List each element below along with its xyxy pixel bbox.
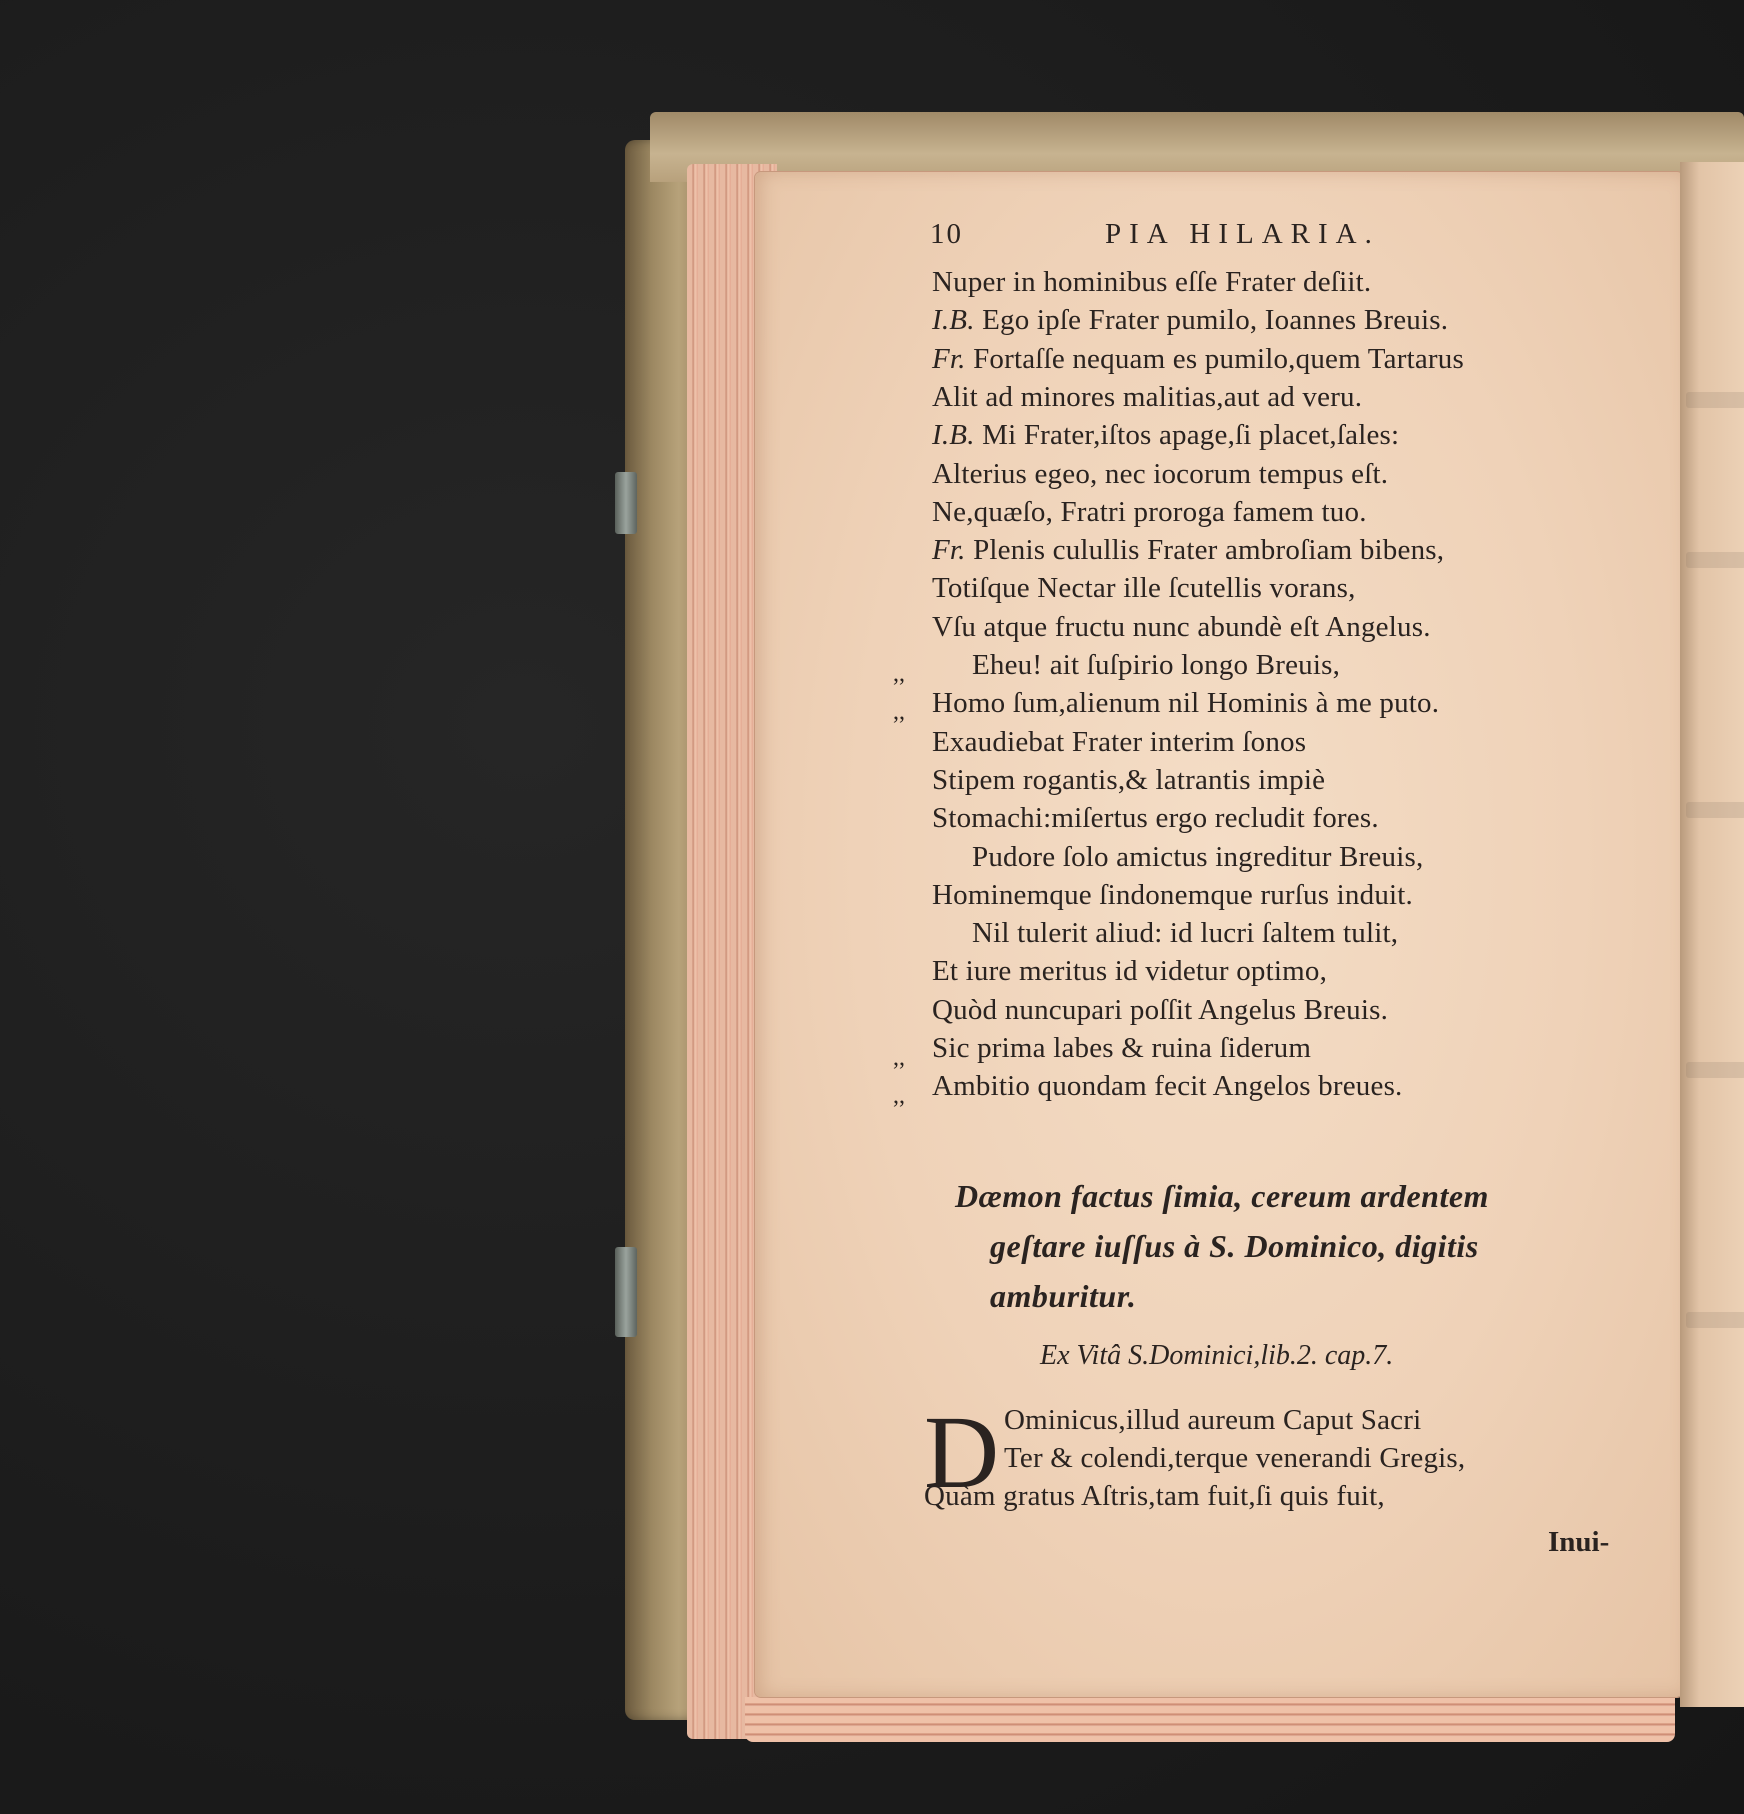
verse-text: Stipem rogantis,& latrantis impiè bbox=[932, 763, 1326, 796]
speaker-abbreviation: I.B. bbox=[932, 419, 975, 452]
verse-line bbox=[972, 839, 1423, 875]
verse-text: Alterius egeo, nec iocorum tempus eſt. bbox=[932, 457, 1389, 490]
verse-line bbox=[932, 1068, 1403, 1104]
verse-line bbox=[932, 724, 1306, 760]
verse-line bbox=[932, 877, 1413, 913]
verse-text: Et iure meritus id videtur optimo, bbox=[932, 955, 1328, 988]
section-heading-line: Dæmon factus ſimia, cereum ardentem bbox=[955, 1178, 1489, 1214]
verse-line bbox=[932, 456, 1388, 492]
poem-line: Ter & colendi,terque venerandi Gregis, bbox=[1004, 1442, 1466, 1474]
page-number: 10 bbox=[930, 218, 963, 250]
verse-text: Nuper in hominibus eſſe Frater deſiit. bbox=[932, 266, 1372, 298]
verse-text: Totiſque Nectar ille ſcutellis vorans, bbox=[932, 572, 1356, 605]
speaker-abbreviation: Fr. bbox=[932, 342, 966, 375]
verse-text: Nil tulerit aliud: id lucri ſaltem tulit, bbox=[972, 917, 1399, 950]
verse-line bbox=[932, 417, 1399, 453]
verse-line bbox=[932, 1030, 1311, 1066]
verse-text: Homo ſum,alienum nil Hominis à me puto. bbox=[932, 687, 1440, 720]
quotation-mark: ,, bbox=[893, 661, 905, 687]
poem-line: Quàm gratus Aſtris,tam fuit,ſi quis fuit, bbox=[924, 1480, 1385, 1512]
verse-line bbox=[932, 264, 1371, 300]
verse-text: Quòd nuncupari poſſit Angelus Breuis. bbox=[932, 993, 1389, 1026]
verse-text: Alit ad minores malitias,aut ad veru. bbox=[932, 380, 1363, 413]
verse-text: Ne,quæſo, Fratri proroga famem tuo. bbox=[932, 495, 1367, 528]
verse-line bbox=[932, 609, 1431, 645]
verse-text: Exaudiebat Frater interim ſonos bbox=[932, 725, 1307, 758]
section-heading-line: geſtare iuſſus à S. Dominico, digitis bbox=[990, 1228, 1479, 1264]
section-heading-line: amburitur. bbox=[990, 1278, 1137, 1314]
speaker-abbreviation: I.B. bbox=[932, 304, 975, 337]
verse-line bbox=[932, 953, 1327, 989]
verse-text: Vſu atque fructu nunc abundè eſt Angelus. bbox=[932, 610, 1431, 643]
verse-line bbox=[932, 570, 1356, 606]
verse-text: Stomachi:miſertus ergo recludit fores. bbox=[932, 802, 1379, 835]
verse-line bbox=[972, 647, 1340, 683]
source-citation: Ex Vitâ S.Dominici,lib.2. cap.7. bbox=[1040, 1340, 1394, 1371]
speaker-abbreviation: Fr. bbox=[932, 534, 966, 567]
verse-text: Plenis culullis Frater ambroſiam bibens, bbox=[973, 534, 1445, 567]
verse-line bbox=[932, 762, 1325, 798]
verse-line bbox=[932, 685, 1439, 721]
verse-text: Mi Frater,iſtos apage,ſi placet,ſales: bbox=[982, 419, 1400, 452]
poem-line: Ominicus,illud aureum Caput Sacri bbox=[1004, 1404, 1422, 1436]
verse-text: Ego ipſe Frater pumilo, Ioannes Breuis. bbox=[982, 304, 1449, 337]
verse-text: Ambitio quondam fecit Angelos breues. bbox=[932, 1070, 1403, 1103]
verse-text: Sic prima labes & ruina ſiderum bbox=[932, 1032, 1312, 1064]
drop-cap: D bbox=[924, 1395, 1000, 1510]
quotation-mark: ,, bbox=[893, 1045, 905, 1071]
verse-text: Hominemque ſindonemque rurſus induit. bbox=[932, 878, 1414, 911]
verse-line bbox=[932, 494, 1367, 530]
verse-line bbox=[932, 379, 1362, 415]
running-head: PIA HILARIA. bbox=[1105, 218, 1380, 250]
quotation-mark: ,, bbox=[893, 699, 905, 725]
verse-line bbox=[932, 800, 1379, 836]
verse-line bbox=[932, 992, 1388, 1028]
verse-line bbox=[932, 341, 1464, 377]
verse-line bbox=[972, 915, 1398, 951]
verse-text: Fortaſſe nequam es pumilo,quem Tartarus bbox=[973, 342, 1464, 375]
verse-line bbox=[932, 532, 1444, 568]
catchword: Inui- bbox=[1548, 1526, 1610, 1558]
quotation-mark: ,, bbox=[893, 1083, 905, 1109]
verse-text: Eheu! ait ſuſpirio longo Breuis, bbox=[972, 649, 1341, 681]
verse-line bbox=[932, 302, 1448, 338]
verse-text: Pudore ſolo amictus ingreditur Breuis, bbox=[972, 840, 1424, 873]
